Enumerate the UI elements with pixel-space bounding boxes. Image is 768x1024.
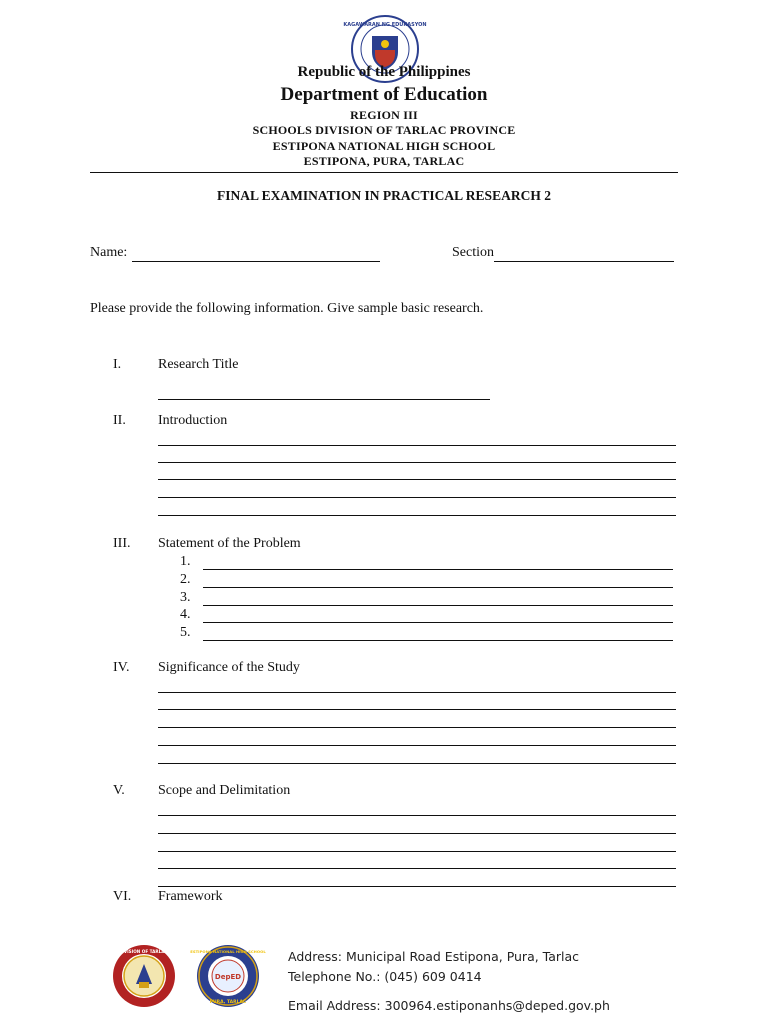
section-label-research-title: Research Title bbox=[158, 357, 239, 372]
problem-item-number: 4. bbox=[180, 607, 191, 622]
scope-answer-line[interactable] bbox=[158, 886, 676, 887]
problem-item-number: 5. bbox=[180, 625, 191, 640]
svg-text:SCHOOLS DIVISION OF TARLAC PRO: SCHOOLS DIVISION OF TARLAC PROVINCE bbox=[94, 949, 194, 954]
svg-text:DepED: DepED bbox=[214, 973, 242, 981]
significance-answer-line[interactable] bbox=[158, 692, 676, 693]
section-numeral-6: VI. bbox=[113, 889, 132, 904]
scope-answer-line[interactable] bbox=[158, 833, 676, 834]
section-label-statement-of-problem: Statement of the Problem bbox=[158, 536, 301, 551]
republic-heading: Republic of the Philippines bbox=[297, 64, 471, 80]
introduction-answer-line[interactable] bbox=[158, 515, 676, 516]
name-field[interactable] bbox=[132, 261, 380, 262]
introduction-answer-line[interactable] bbox=[158, 479, 676, 480]
significance-answer-line[interactable] bbox=[158, 727, 676, 728]
problem-item-answer-line[interactable] bbox=[203, 587, 673, 588]
school-heading: ESTIPONA NATIONAL HIGH SCHOOL bbox=[272, 139, 496, 153]
division-logo bbox=[94, 944, 194, 1008]
division-heading: SCHOOLS DIVISION OF TARLAC PROVINCE bbox=[252, 123, 516, 137]
significance-answer-line[interactable] bbox=[158, 763, 676, 764]
section-field[interactable] bbox=[494, 261, 674, 262]
research-title-answer-line[interactable] bbox=[158, 399, 490, 400]
significance-answer-line[interactable] bbox=[158, 709, 676, 710]
problem-item-answer-line[interactable] bbox=[203, 622, 673, 623]
svg-text:KAGAWARAN NG EDUKASYON: KAGAWARAN NG EDUKASYON bbox=[343, 22, 427, 28]
section-numeral-2: II. bbox=[113, 413, 126, 428]
problem-item-number: 1. bbox=[180, 554, 191, 569]
section-label: Section bbox=[452, 245, 494, 260]
section-numeral-3: III. bbox=[113, 536, 131, 551]
exam-title: FINAL EXAMINATION IN PRACTICAL RESEARCH 2 bbox=[217, 188, 551, 203]
problem-item-number: 3. bbox=[180, 590, 191, 605]
section-numeral-5: V. bbox=[113, 783, 125, 798]
name-label: Name: bbox=[90, 245, 128, 260]
section-label-significance: Significance of the Study bbox=[158, 660, 300, 675]
footer-email: Email Address: 300964.estiponanhs@deped.gov.ph bbox=[288, 998, 610, 1013]
introduction-answer-line[interactable] bbox=[158, 462, 676, 463]
section-numeral-1: I. bbox=[113, 357, 122, 372]
svg-text:PURA, TARLAC: PURA, TARLAC bbox=[209, 1000, 247, 1005]
header-divider bbox=[90, 172, 678, 173]
section-label-framework: Framework bbox=[158, 889, 223, 904]
problem-item-answer-line[interactable] bbox=[203, 605, 673, 606]
problem-item-number: 2. bbox=[180, 572, 191, 587]
section-label-scope: Scope and Delimitation bbox=[158, 783, 291, 798]
department-heading: Department of Education bbox=[280, 84, 488, 105]
instructions: Please provide the following information. Give sample basic research. bbox=[90, 301, 484, 316]
svg-text:ESTIPONA NATIONAL HIGH SCHOOL: ESTIPONA NATIONAL HIGH SCHOOL bbox=[190, 949, 266, 954]
problem-item-answer-line[interactable] bbox=[203, 569, 673, 570]
footer-telephone: Telephone No.: (045) 609 0414 bbox=[288, 969, 482, 984]
significance-answer-line[interactable] bbox=[158, 745, 676, 746]
scope-answer-line[interactable] bbox=[158, 851, 676, 852]
problem-item-answer-line[interactable] bbox=[203, 640, 673, 641]
school-address-heading: ESTIPONA, PURA, TARLAC bbox=[303, 154, 465, 168]
section-label-introduction: Introduction bbox=[158, 413, 228, 428]
footer-address: Address: Municipal Road Estipona, Pura, Tarlac bbox=[288, 949, 580, 964]
introduction-answer-line[interactable] bbox=[158, 497, 676, 498]
scope-answer-line[interactable] bbox=[158, 868, 676, 869]
introduction-answer-line[interactable] bbox=[158, 445, 676, 446]
school-logo bbox=[190, 944, 266, 1008]
section-numeral-4: IV. bbox=[113, 660, 130, 675]
scope-answer-line[interactable] bbox=[158, 815, 676, 816]
region-heading: REGION III bbox=[350, 108, 418, 122]
